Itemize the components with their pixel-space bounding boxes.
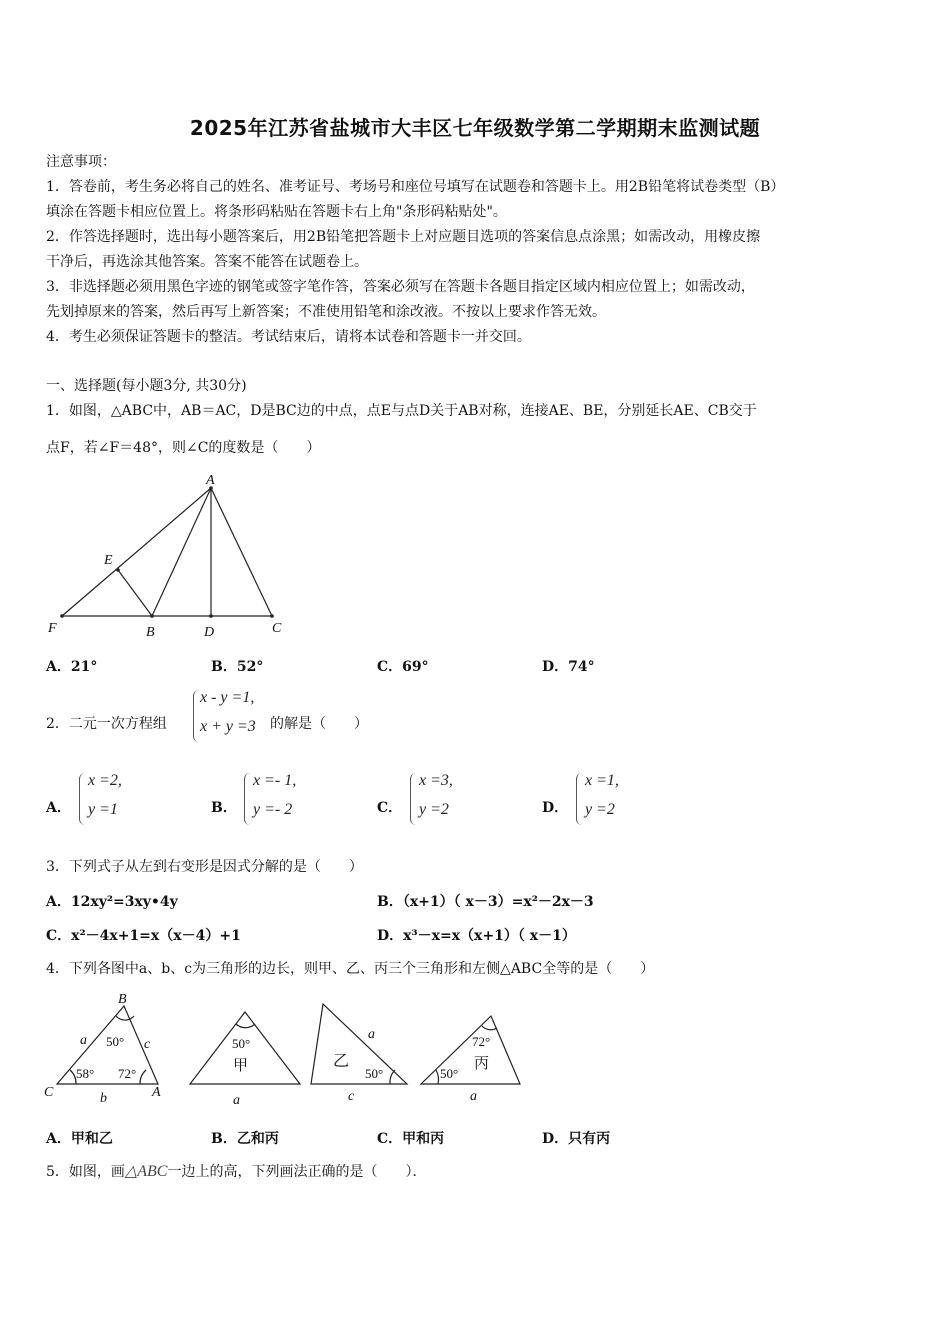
label-b: b	[100, 1091, 107, 1106]
yi-angle: 50°	[365, 1066, 384, 1081]
brace	[244, 773, 250, 825]
label-D: D	[204, 625, 215, 640]
label-B: B	[146, 625, 155, 640]
q2-option-b-label[interactable]: B．	[211, 800, 237, 816]
q2-option-d-bot: y =2	[585, 801, 615, 818]
yi-side-c: c	[348, 1089, 355, 1104]
q1-stem-line1: 1．如图，△ABC中，AB＝AC，D是BC边的中点，点E与点D关于AB对称，连接AE、BE，分别延长AE、CB交于	[46, 403, 757, 419]
q2-option-d-top: x =1,	[585, 772, 619, 789]
q4-stem: 4．下列各图中a、b、c为三角形的边长，则甲、乙、丙三个三角形和左侧△ABC全等的是（ ）	[46, 961, 655, 977]
q2-option-c-label[interactable]: C．	[377, 800, 403, 816]
q5-stem	[46, 1159, 426, 1185]
bing-name: 丙	[474, 1056, 490, 1072]
label-C: C	[272, 621, 282, 636]
label-E: E	[104, 553, 113, 568]
notice-line: 3．非选择题必须用黑色字迹的钢笔或签字笔作答，答案必须写在答题卡各题目指定区域内相应位置上；如需改动，	[46, 279, 755, 295]
label-C: C	[44, 1085, 54, 1100]
q1-option-d[interactable]: D．74°	[542, 659, 595, 675]
q2-prefix: 2．二元一次方程组	[46, 716, 167, 732]
q2-option-c-top: x =3,	[419, 772, 453, 789]
q4-figure	[40, 990, 540, 1110]
notice-line: 2．作答选择题时，选出每小题答案后，用2B铅笔把答题卡上对应题目选项的答案信息点涂黑；如需改动，用橡皮擦	[46, 229, 761, 245]
q4-option-b[interactable]: B．乙和丙	[211, 1131, 279, 1147]
brace	[410, 773, 416, 825]
jia-side: a	[233, 1093, 240, 1108]
q1-stem-line2: 点F，若∠F＝48°，则∠C的度数是（ ）	[46, 440, 321, 456]
q2-option-a-top: x =2,	[88, 772, 122, 789]
bing-angle2: 50°	[440, 1066, 459, 1081]
label-A: A	[206, 473, 215, 488]
notice-line: 干净后，再选涂其他答案。答案不能答在试题卷上。	[46, 254, 368, 270]
q2-eq1: x - y =1,	[200, 689, 255, 706]
page-title: 2025年江苏省盐城市大丰区七年级数学第二学期期末监测试题	[189, 116, 761, 140]
q1-figure	[40, 470, 300, 645]
notice-heading: 注意事项：	[46, 154, 116, 170]
yi-name: 乙	[333, 1053, 350, 1070]
q2-option-b-top: x =- 1,	[253, 772, 297, 789]
label-a: a	[80, 1033, 87, 1048]
q2-option-d-label[interactable]: D．	[542, 800, 569, 816]
q4-option-d[interactable]: D．只有丙	[542, 1131, 611, 1147]
q3-option-b[interactable]: B．（x+1）（ x－3）=x²－2x－3	[377, 894, 594, 910]
q3-option-c[interactable]: C．x²－4x+1=x（x－4）+1	[46, 928, 241, 944]
q4-option-a[interactable]: A．甲和乙	[46, 1131, 113, 1147]
q2-option-a-bot: y =1	[88, 801, 118, 818]
q1-option-b[interactable]: B．52°	[211, 659, 264, 675]
jia-name: 甲	[233, 1058, 249, 1074]
label-F: F	[48, 621, 57, 636]
q2-option-a-label[interactable]: A．	[46, 800, 71, 816]
q1-option-a[interactable]: A．21°	[46, 659, 98, 675]
q5-suffix: 一边上的高，下列画法正确的是（ ）．	[167, 1164, 427, 1180]
notice-line: 1．答卷前，考生务必将自己的姓名、准考证号、考场号和座位号填写在试题卷和答题卡上。用2B铅笔将试卷类型（B）	[46, 179, 785, 195]
q3-option-a[interactable]: A．12xy²=3xy•4y	[46, 894, 178, 910]
bing-angle1: 72°	[472, 1034, 491, 1049]
q2-eq2: x + y =3	[200, 718, 256, 735]
notice-line: 填涂在答题卡相应位置上。将条形码粘贴在答题卡右上角"条形码粘贴处"。	[46, 204, 507, 220]
angle-B: 50°	[106, 1034, 125, 1049]
q5-triangle: △ABC	[124, 1163, 168, 1180]
brace	[79, 773, 85, 825]
label-A: A	[152, 1085, 161, 1100]
yi-side-a: a	[368, 1027, 375, 1042]
q4-option-c[interactable]: C．甲和丙	[377, 1131, 445, 1147]
bing-side: a	[470, 1089, 477, 1104]
label-B: B	[118, 992, 127, 1007]
section-heading: 一、选择题(每小题3分, 共30分)	[46, 378, 247, 394]
q2-suffix: 的解是（ ）	[270, 716, 368, 732]
q2-option-b-bot: y =- 2	[253, 801, 293, 818]
q3-option-d[interactable]: D．x³－x=x（x+1）（ x－1）	[377, 928, 576, 944]
jia-angle: 50°	[232, 1036, 251, 1051]
notice-line: 4．考生必须保证答题卡的整洁。考试结束后，请将本试卷和答题卡一并交回。	[46, 329, 531, 345]
brace	[576, 773, 582, 825]
q5-prefix: 5．如图，画	[46, 1164, 125, 1180]
q2-option-c-bot: y =2	[419, 801, 449, 818]
angle-C: 58°	[76, 1066, 95, 1081]
angle-A: 72°	[118, 1066, 137, 1081]
q1-option-c[interactable]: C．69°	[377, 659, 429, 675]
label-c: c	[144, 1037, 151, 1052]
notice-line: 先划掉原来的答案，然后再写上新答案；不准使用铅笔和涂改液。不按以上要求作答无效。	[46, 304, 606, 320]
brace	[193, 690, 199, 742]
q3-stem: 3．下列式子从左到右变形是因式分解的是（ ）	[46, 859, 363, 875]
